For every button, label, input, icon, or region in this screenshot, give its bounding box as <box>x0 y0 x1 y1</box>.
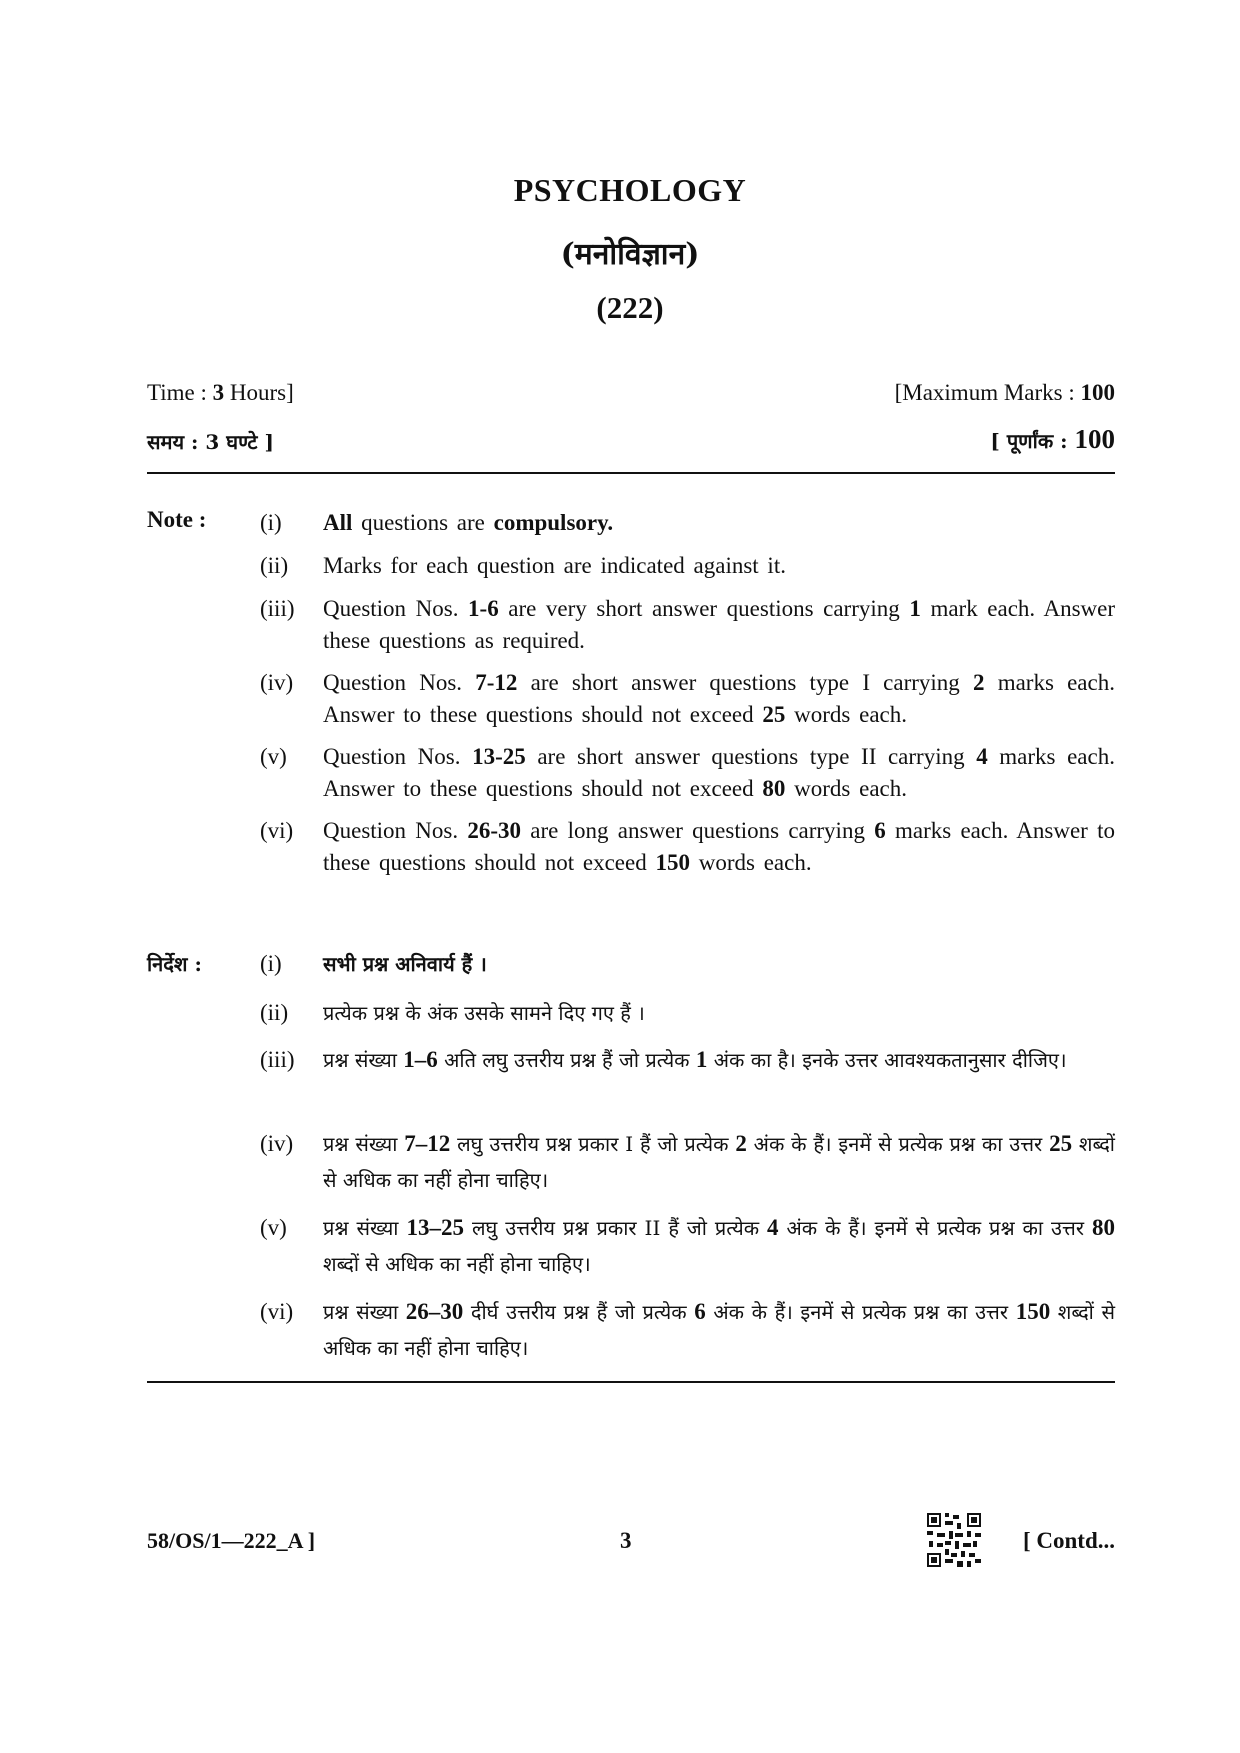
note-hi-text-2: प्रत्येक प्रश्न के अंक उसके सामने दिए गए हैं । <box>323 1001 645 1025</box>
note-en-num-4: (iv) <box>260 670 294 695</box>
time-hi-suffix: घण्टे ] <box>226 430 274 454</box>
time-en-prefix: Time : <box>147 380 207 405</box>
note-en-text-4: Question Nos. 7-12 are short answer questions type I carrying 2 marks each. Answer to these questions should not exceed 25 words each. <box>323 670 1115 727</box>
note-hi-item-4 <box>260 1126 1115 1198</box>
max-marks-english <box>895 380 1115 406</box>
note-en-num-6: (vi) <box>260 818 294 843</box>
note-en-text-3: Question Nos. 1-6 are very short answer questions carrying 1 mark each. Answer these questions as required. <box>323 596 1115 653</box>
paper-title-english: PSYCHOLOGY <box>513 172 747 208</box>
note-en-num-1: (i) <box>260 510 282 535</box>
marks-en-value: 100 <box>1080 380 1115 405</box>
note-en-text-5: Question Nos. 13-25 are short answer questions type II carrying 4 marks each. Answer to these questions should not exceed 80 words each. <box>323 744 1115 801</box>
note-en-num-3: (iii) <box>260 596 295 621</box>
paper-title-hindi: (मनोविज्ञान) <box>560 237 700 272</box>
note-hi-num-4: (iv) <box>260 1131 294 1156</box>
note-hi-item-3 <box>260 1042 1115 1078</box>
note-en-num-5: (v) <box>260 744 287 769</box>
footer-continued: [ Contd... <box>1022 1528 1115 1553</box>
marks-hi-value: 100 <box>1074 424 1115 454</box>
note-hi-num-5: (v) <box>260 1215 287 1240</box>
note-en-num-2: (ii) <box>260 553 289 578</box>
note-en-item-4 <box>260 667 1115 731</box>
note-hi-text-1: सभी प्रश्न अनिवार्य हैं । <box>323 952 487 976</box>
note-label-english: Note : <box>147 507 207 532</box>
note-hi-item-5 <box>260 1210 1115 1282</box>
note-en-item-6 <box>260 815 1115 879</box>
marks-en-prefix: [Maximum Marks : <box>894 380 1075 405</box>
note-hi-text-5: प्रश्न संख्या 13–25 लघु उत्तरीय प्रश्न प्रकार II हैं जो प्रत्येक 4 अंक के हैं। इनमें से प्रत्येक प्रश्न का उत्तर 80 शब्दों से अधिक का नहीं होना चाहिए। <box>323 1215 1115 1276</box>
note-en-item-1 <box>260 507 1115 539</box>
qr-code-icon <box>927 1513 981 1567</box>
note-en-item-2 <box>260 550 1115 582</box>
max-marks-hindi <box>990 424 1115 455</box>
note-label-hindi: निर्देश : <box>147 952 202 976</box>
footer-page-number: 3 <box>620 1528 632 1553</box>
time-hi-value: 3 <box>205 430 220 454</box>
time-hi-prefix: समय : <box>147 430 199 454</box>
note-hi-item-1 <box>260 946 1115 982</box>
note-en-item-3 <box>260 593 1115 657</box>
paper-code: (222) <box>596 290 664 325</box>
time-hindi <box>147 428 274 455</box>
note-hi-num-6: (vi) <box>260 1299 294 1324</box>
note-en-text-2: Marks for each question are indicated against it. <box>323 553 786 578</box>
top-divider <box>147 472 1115 474</box>
note-hi-text-6: प्रश्न संख्या 26–30 दीर्घ उत्तरीय प्रश्न हैं जो प्रत्येक 6 अंक के हैं। इनमें से प्रत्येक प्रश्न का उत्तर 150 शब्दों से अधिक का नहीं होना चाहिए। <box>323 1299 1116 1360</box>
note-en-text-1: All questions are compulsory. <box>323 510 614 535</box>
bottom-divider <box>147 1381 1115 1383</box>
note-hi-item-6 <box>260 1294 1115 1366</box>
note-en-item-5 <box>260 741 1115 805</box>
time-en-value: 3 <box>212 380 225 405</box>
time-en-suffix: Hours] <box>229 380 294 405</box>
note-hi-num-2: (ii) <box>260 1000 289 1025</box>
footer-paper-code: 58/OS/1—222_A ] <box>147 1528 316 1553</box>
note-en-text-6: Question Nos. 26-30 are long answer questions carrying 6 marks each. Answer to these questions should not exceed 150 words each. <box>323 818 1115 875</box>
time-english <box>147 380 294 406</box>
note-hi-num-3: (iii) <box>260 1047 295 1072</box>
note-hi-text-4: प्रश्न संख्या 7–12 लघु उत्तरीय प्रश्न प्रकार I हैं जो प्रत्येक 2 अंक के हैं। इनमें से प्रत्येक प्रश्न का उत्तर 25 शब्दों से अधिक का नहीं होना चाहिए। <box>323 1131 1115 1192</box>
note-hi-text-3: प्रश्न संख्या 1–6 अति लघु उत्तरीय प्रश्न हैं जो प्रत्येक 1 अंक का है। इनके उत्तर आवश्यकतानुसार दीजिए। <box>323 1047 1067 1072</box>
note-hi-item-2 <box>260 995 1115 1031</box>
marks-hi-prefix: [ पूर्णांक : <box>990 429 1068 453</box>
note-hi-num-1: (i) <box>260 951 282 976</box>
